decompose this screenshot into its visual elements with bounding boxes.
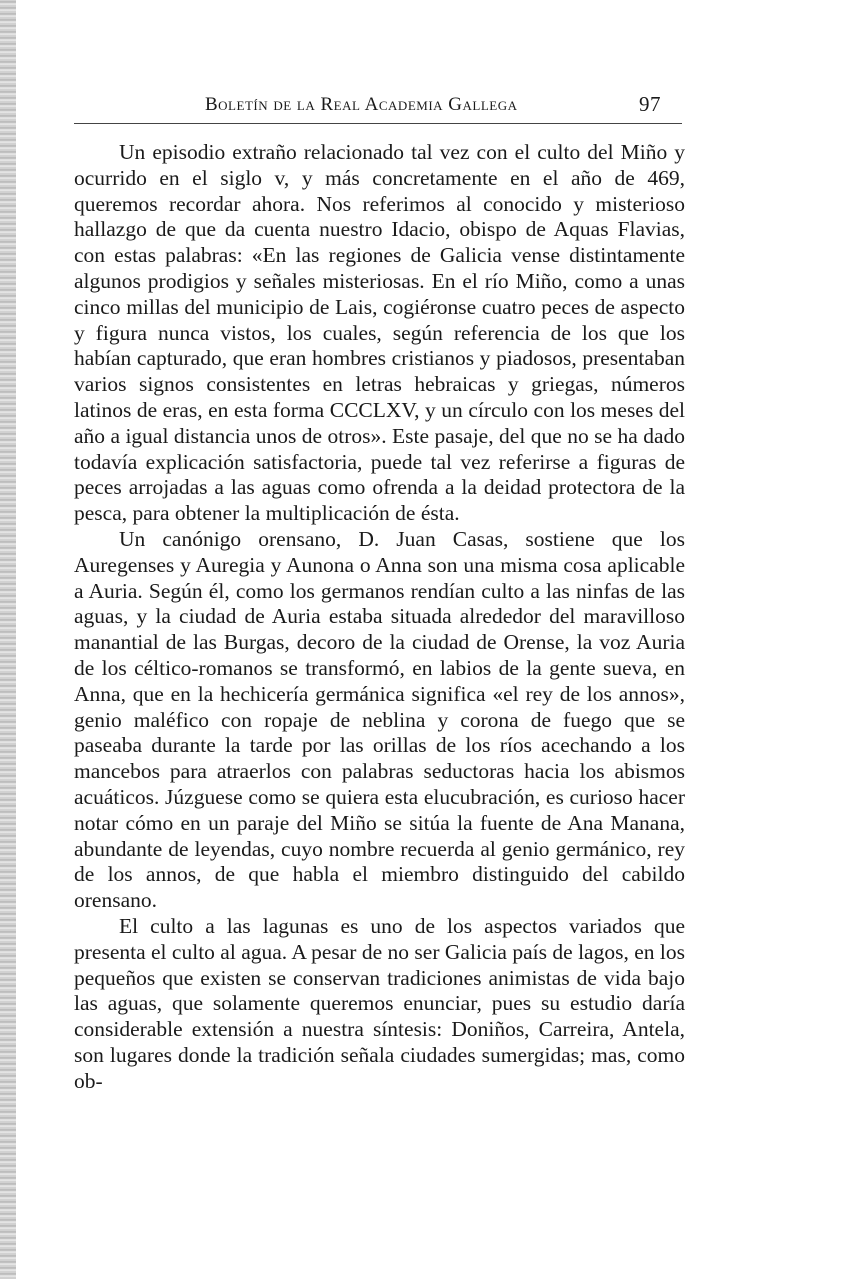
running-header — [205, 92, 661, 122]
paragraph-1: Un episodio extraño relacionado tal vez con el culto del Miño y ocurrido en el siglo v, y más concretamente en el año de 469, queremos recordar ahora. Nos referimos al conocido y misterioso hallazgo de que da cuenta nuestro Idacio, obispo de Aquas Flavias, con estas palabras: «En las regiones de Galicia vense distintamente algunos prodigios y señales misteriosas. En el río Miño, como a unas cinco millas del municipio de Lais, cogiéronse cuatro peces de aspecto y figura nunca vistos, los cuales, según referencia de los que los habían capturado, que eran hombres cristianos y piadosos, presentaban varios signos consistentes en letras hebraicas y griegas, números latinos de eras, en esta forma CCCLXV, y un círculo con los meses del año a igual distancia unos de otros». Este pasaje, del que no se ha dado todavía explicación satisfactoria, puede tal vez referirse a figuras de peces arrojadas a las aguas como ofrenda a la deidad protectora de la pesca, para obtener la multiplicación de ésta. — [74, 140, 685, 526]
page-number: 97 — [639, 92, 661, 116]
body-text — [74, 140, 685, 1094]
header-rule — [74, 123, 682, 124]
paragraph-2: Un canónigo orensano, D. Juan Casas, sostiene que los Auregenses y Auregia y Aunona o Anna son una misma cosa aplicable a Auria. Según él, como los germanos rendían culto a las ninfas de las aguas, y la ciudad de Auria estaba situada alrededor del maravilloso manantial de las Burgas, decoro de la ciudad de Orense, la voz Auria de los céltico-romanos se transformó, en labios de la gente sueva, en Anna, que en la hechicería germánica significa «el rey de los annos», genio maléfico con ropaje de neblina y corona de fuego que se paseaba durante la tarde por las orillas de los ríos acechando a los mancebos para atraerlos con palabras seductoras hacia los abismos acuáticos. Júzguese como se quiera esta elucubración, es curioso hacer notar cómo en un paraje del Miño se sitúa la fuente de Ana Manana, abundante de leyendas, cuyo nombre recuerda al genio germánico, rey de los annos, de que habla el miembro distinguido del cabildo orensano. — [74, 526, 685, 913]
page-binding-edge — [0, 0, 16, 1279]
paragraph-3: El culto a las lagunas es uno de los aspectos variados que presenta el culto al agua. A pesar de no ser Galicia país de lagos, en los pequeños que existen se conservan tradiciones animistas de vida bajo las aguas, que solamente queremos enunciar, pues su estudio daría considerable extensión a nuestra síntesis: Doniños, Carreira, Antela, son lugares donde la tradición señala ciudades sumergidas; mas, como ob- — [74, 913, 685, 1093]
header-title: Boletín de la Real Academia Gallega — [205, 94, 518, 115]
